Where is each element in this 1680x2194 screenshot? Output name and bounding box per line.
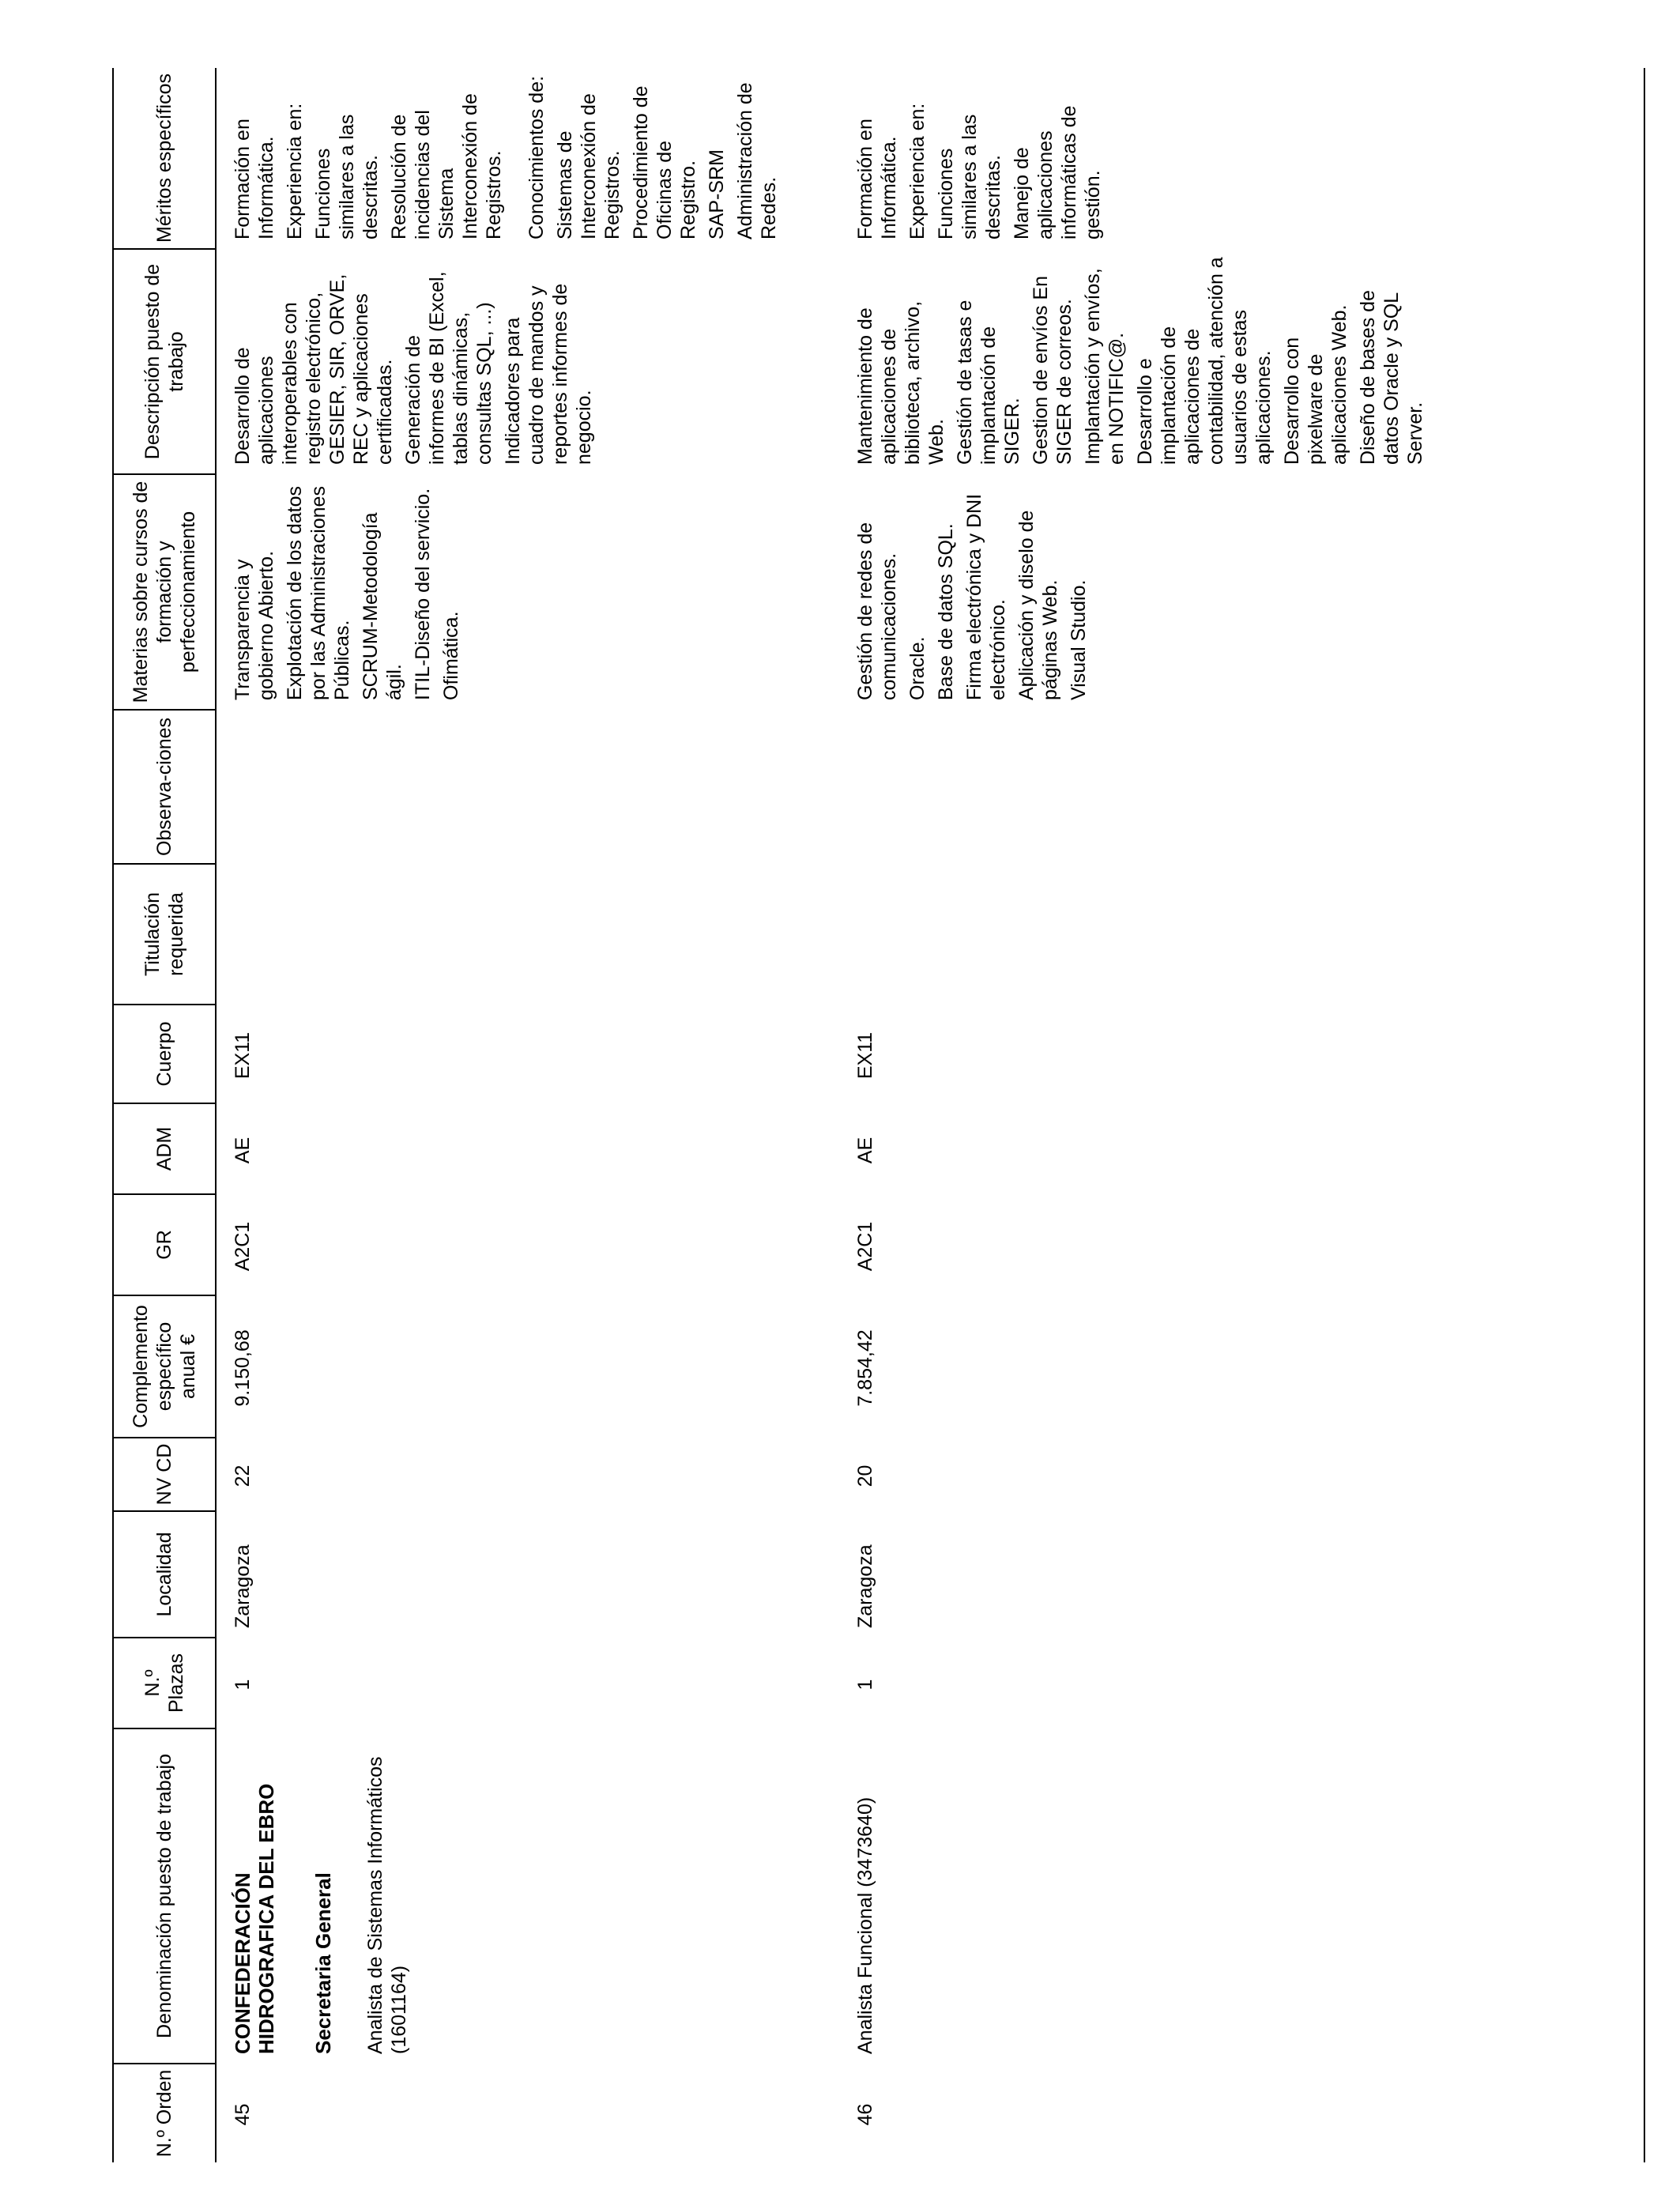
unit-heading: Secretaria General [311, 1872, 335, 2054]
nivel-cell: 22 [232, 1465, 254, 1487]
complemento-cell: 7.854,42 [839, 1295, 1644, 1438]
cuerpo-cell: EX11 [839, 1005, 1644, 1103]
materia-item: Gestión de redes de comunicaciones. [854, 522, 900, 700]
nivel-cell: 20 [839, 1438, 1644, 1511]
grupo-cell: A2C1 [839, 1194, 1644, 1295]
titulacion-cell [839, 864, 1644, 1005]
merito-item: Experiencia en: [906, 103, 929, 239]
materia-item: ITIL-Diseño del servicio. [412, 488, 434, 700]
meritos-cell [216, 68, 839, 249]
col-header-adm: ADM [113, 1103, 216, 1194]
orden-cell: 46 [839, 2064, 1644, 2162]
meritos-cell [839, 68, 1644, 249]
cuerpo-cell: EX11 [232, 1031, 254, 1080]
col-header-observaciones: Observa-ciones [113, 710, 216, 864]
col-header-orden: N.º Orden [113, 2064, 216, 2162]
col-header-localidad: Localidad [113, 1511, 216, 1638]
merito-item: Conocimientos de: [525, 75, 548, 239]
descripcion-item: Indicadores para cuadro de mandos y reportes informes de negocio. [502, 283, 595, 465]
adm-cell: AE [232, 1137, 254, 1164]
merito-item: Experiencia en: [284, 103, 306, 239]
descripcion-item: Desarrollo de aplicaciones interoperables con registro electrónico, GESIER, SIR, ORVE, REC y aplicaciones certificadas. [232, 273, 396, 465]
orden-cell: 45 [232, 2103, 254, 2126]
col-header-denominacion: Denominación puesto de trabajo [113, 1728, 216, 2064]
materia-item: SCRUM-Metodología ágil. [360, 512, 405, 700]
titulacion-cell [216, 864, 839, 1005]
plazas-cell: 1 [232, 1679, 254, 1691]
materia-item: Ofimática. [440, 611, 462, 700]
col-header-plazas: N.º Plazas [113, 1638, 216, 1728]
col-header-titulacion: Titulación requerida [113, 864, 216, 1005]
denominacion-cell [216, 1728, 839, 2064]
materia-item: Visual Studio. [1068, 579, 1090, 700]
observaciones-cell [216, 710, 839, 864]
col-header-complemento: Complemento específico anual € [113, 1295, 216, 1438]
adm-cell: AE [839, 1103, 1644, 1194]
materia-item: Explotación de los datos por las Administraciones Públicas. [284, 485, 353, 700]
col-header-grupo: GR [113, 1194, 216, 1295]
header-row [113, 68, 216, 2162]
col-header-materias: Materias sobre cursos de formación y perfeccionamiento [113, 474, 216, 710]
localidad-cell: Zaragoza [232, 1544, 254, 1628]
col-header-cuerpo: Cuerpo [113, 1005, 216, 1103]
descripcion-item: Diseño de bases de datos Oracle y SQL Server. [1357, 290, 1426, 465]
col-header-descripcion: Descripción puesto de trabajo [113, 249, 216, 474]
descripcion-item: Desarrollo e implantación de aplicaciones de contabilidad, atención a usuarios de estas aplicaciones. [1134, 257, 1275, 465]
merito-item: SAP-SRM [706, 149, 728, 239]
descripcion-item: Gestión de tasas e implantación de SIGER. [954, 300, 1023, 465]
table-row [216, 68, 839, 2162]
localidad-cell: Zaragoza [839, 1511, 1644, 1638]
merito-item: Formación en Informática. [232, 119, 277, 239]
merito-item: Procedimiento de Oficinas de Registro. [630, 85, 699, 239]
descripcion-item: Generación de informes de BI (Excel, tablas dinámicas, consultas SQL, ...) [402, 271, 495, 465]
merito-item: Formación en Informática. [854, 119, 900, 239]
positions-table [112, 68, 1645, 2162]
denominacion-text: Analista de Sistemas Informáticos (1601164) [364, 1756, 410, 2054]
materia-item: Aplicación y diselo de páginas Web. [1015, 510, 1061, 700]
merito-item: Administración de Redes. [734, 82, 780, 239]
materias-cell [216, 474, 839, 710]
merito-item: Resolución de incidencias del Sistema Interconexión de Registros. [388, 93, 505, 239]
descripcion-cell [839, 249, 1644, 474]
descripcion-item: Implantación y envíos, en NOTIFIC@. [1082, 268, 1128, 465]
materia-item: Base de datos SQL. [935, 523, 957, 700]
descripcion-cell [216, 249, 839, 474]
complemento-cell: 9.150,68 [232, 1329, 254, 1407]
materia-item: Oracle. [906, 636, 929, 700]
merito-item: Funciones similares a las descritas. [312, 114, 382, 239]
descripcion-item: Gestion de envíos En SIGER de correos. [1030, 275, 1075, 465]
descripcion-item: Desarrollo con pixelware de aplicaciones Web. [1281, 304, 1350, 465]
materia-item: Firma electrónica y DNI electrónico. [963, 493, 1009, 700]
materia-item: Transparencia y gobierno Abierto. [232, 550, 277, 700]
merito-item: Funciones similares a las descritas. [935, 114, 1004, 239]
observaciones-cell [839, 710, 1644, 864]
col-header-nivel: NV CD [113, 1438, 216, 1511]
materias-cell [839, 474, 1644, 710]
plazas-cell: 1 [839, 1638, 1644, 1728]
organization-heading: CONFEDERACIÓN HIDROGRAFICA DEL EBRO [231, 1783, 278, 2054]
descripcion-item: Mantenimiento de aplicaciones de biblioteca, archivo, Web. [854, 300, 947, 465]
denominacion-cell: Analista Funcional (3473640) [839, 1728, 1644, 2064]
merito-item: Sistemas de Interconexión de Registros. [554, 93, 623, 239]
merito-item: Manejo de aplicaciones informáticas de gestión. [1011, 105, 1104, 239]
col-header-meritos: Méritos específicos [113, 68, 216, 249]
grupo-cell: A2C1 [232, 1221, 254, 1272]
table-row [839, 68, 1644, 2162]
